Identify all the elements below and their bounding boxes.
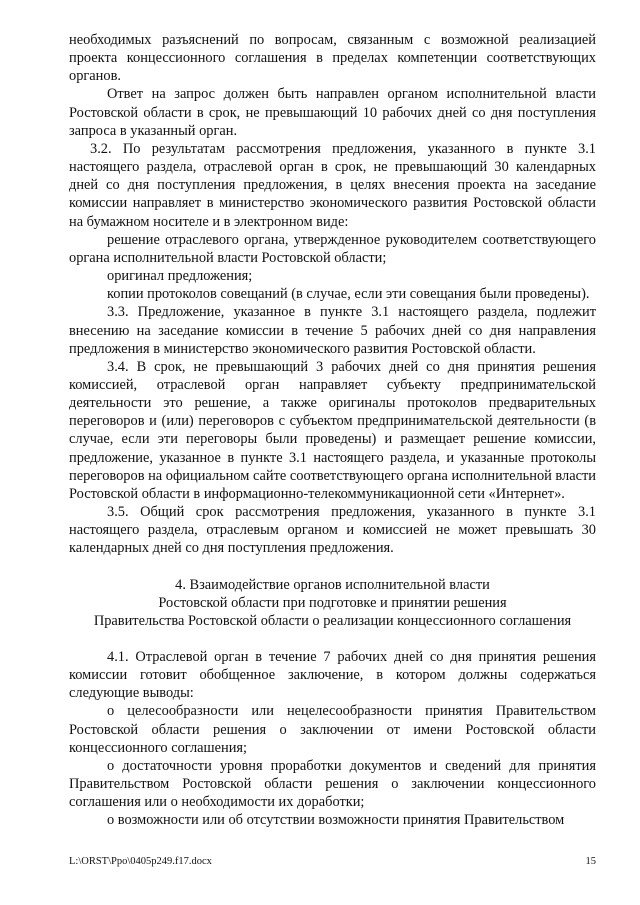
section-heading-line-2: Ростовской области при подготовке и принятии решения bbox=[158, 594, 507, 611]
file-path: L:\ORST\Ppo\0405p249.f17.docx bbox=[69, 856, 212, 867]
section-heading-line-1: 4. Взаимодействие органов исполнительной власти bbox=[175, 576, 490, 593]
list-item-protocols: копии протоколов совещаний (в случае, если эти совещания были проведены). bbox=[107, 286, 590, 303]
document-page bbox=[69, 31, 596, 830]
paragraph-3-3: 3.3. Предложение, указанное в пункте 3.1 настоящего раздела, подлежит внесению на заседание комиссии в течение 5 рабочих дней со дня направления предложения в министерство экономического развития Ростовской области. bbox=[69, 304, 596, 357]
spacer bbox=[69, 558, 596, 576]
section-heading-line-3: Правительства Ростовской области о реализации концессионного соглашения bbox=[93, 612, 572, 629]
paragraph-3-2: 3.2. По результатам рассмотрения предложения, указанного в пункте 3.1 настоящего раздела, отраслевой орган в срок, не превышающий 30 календарных дней со дня поступления предложения, в целях внесения проекта на заседание комиссии направляет в министерство экономического развития Ростовской области на бумажном носителе и в электронном виде: bbox=[69, 140, 596, 230]
paragraph-3-4: 3.4. В срок, не превышающий 3 рабочих дней со дня принятия решения комиссией, отраслевой орган направляет субъекту предпринимательской деятельности это решение, а также оригиналы протоколов предварительных переговоров и (или) переговоров с субъектом предпринимательской деятельности (в случае, если эти переговоры были проведены) и размещает решение комиссии, предложение, указанное в пункте 3.1 настоящего раздела, и указанные протоколы переговоров на официальном сайте соответствующего органа исполнительной власти Ростовской области в информационно-телекоммуникационной сети «Интернет». bbox=[69, 358, 596, 502]
list-item-expediency: о целесообразности или нецелесообразности принятия Правительством Ростовской области решения о заключении от имени Ростовской области концессионного соглашения; bbox=[69, 703, 596, 756]
list-item-original: оригинал предложения; bbox=[107, 268, 253, 285]
paragraph-4-1: 4.1. Отраслевой орган в течение 7 рабочих дней со дня принятия решения комиссии готовит обобщенное заключение, в котором должны содержаться следующие выводы: bbox=[69, 649, 596, 702]
paragraph-3-5: 3.5. Общий срок рассмотрения предложения, указанного в пункте 3.1 настоящего раздела, отраслевым органом и комиссией не может превышать 30 календарных дней со дня поступления предложения. bbox=[69, 504, 596, 557]
list-item-decision: решение отраслевого органа, утвержденное руководителем соответствующего органа исполнительной власти Ростовской области; bbox=[69, 231, 596, 266]
spacer bbox=[69, 630, 596, 648]
list-item-possibility: о возможности или об отсутствии возможности принятия Правительством bbox=[107, 812, 565, 829]
list-item-sufficiency: о достаточности уровня проработки документов и сведений для принятия Правительством Ростовской области решения о заключении концессионного соглашения или о необходимости их доработки; bbox=[69, 757, 596, 811]
paragraph-continuation: необходимых разъяснений по вопросам, связанным с возможной реализацией проекта концессионного соглашения в пределах компетенции соответствующих органов. bbox=[69, 32, 596, 85]
page-number: 15 bbox=[585, 856, 596, 867]
paragraph-response-deadline: Ответ на запрос должен быть направлен органом исполнительной власти Ростовской области в срок, не превышающий 10 рабочих дней со дня поступления запроса в указанный орган. bbox=[69, 86, 596, 139]
